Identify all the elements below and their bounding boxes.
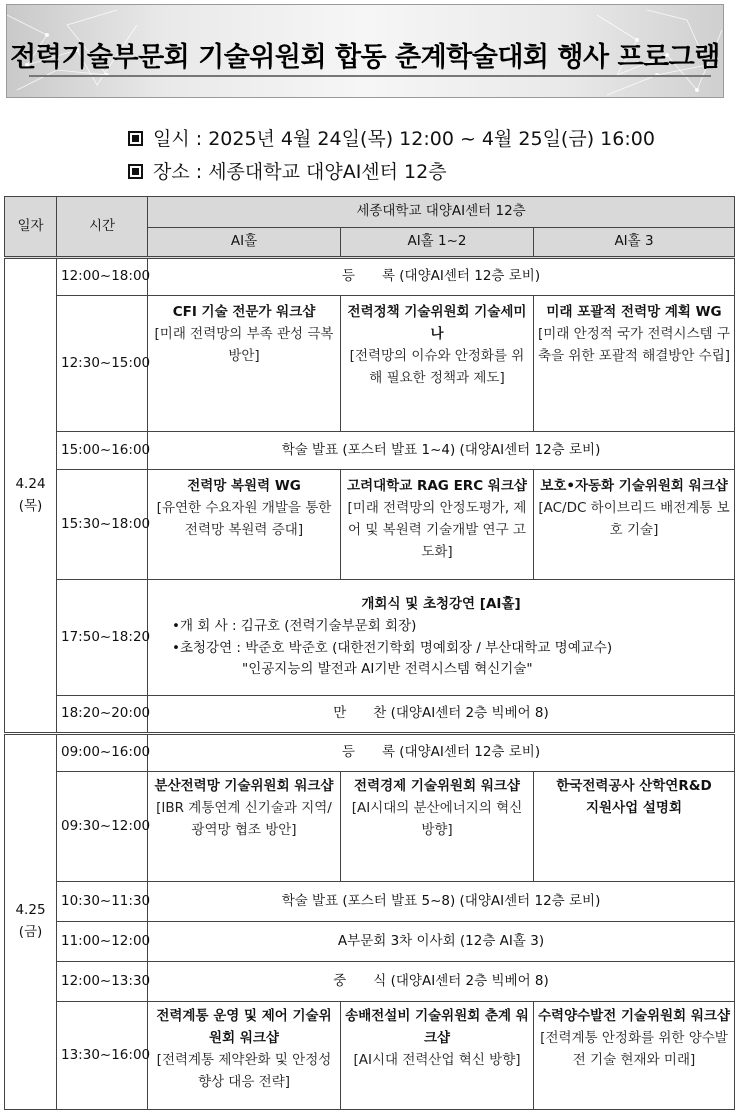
session-detail: [유연한 수요자원 개발을 통한 전력망 복원력 증대] [156,499,332,538]
session-cell [148,1002,341,1110]
event-date [128,124,655,151]
session-cell [341,1002,534,1110]
day1-date-cell [5,258,57,734]
session-title: 전력계통 운영 및 제어 기술위원회 워크샵 [156,1008,332,1046]
session-detail: [미래 전력망의 안정도평가, 제어 및 복원력 기술개발 연구 고도화] [347,499,527,560]
time-cell: 15:30~18:00 [57,470,148,580]
session-cell [148,772,341,882]
time-cell: 09:30~12:00 [57,772,148,882]
session-cell [534,470,735,580]
session-title: 한국전력공사 산학연R&D 지원사업 설명회 [556,778,712,816]
session-detail: [AI시대의 분산에너지의 혁신 방향] [351,799,523,838]
time-cell: 12:00~13:30 [57,962,148,1002]
keynote-speaker: •초청강연 : 박준호 박준호 (대한전기학회 명예회장 / 부산대학교 명예교수) [172,639,613,656]
header-venue: 세종대학교 대양AI센터 12층 [148,197,735,228]
time-cell: 11:00~12:00 [57,922,148,962]
day2-date: 4.25 [15,902,46,919]
session-title: 전력경제 기술위원회 워크샵 [354,778,520,794]
session-detail: [전력계통 안정화를 위한 양수발전 기술 현재와 미래] [540,1029,728,1068]
header-hall-3: AI홀 3 [534,228,735,258]
session-title: 분산전력망 기술위원회 워크샵 [154,778,334,794]
session-title: CFI 기술 전문가 워크샵 [172,304,316,320]
session-title: 고려대학교 RAG ERC 워크샵 [347,478,527,494]
day1-weekday: (목) [18,497,43,514]
table-row [5,922,735,962]
board-meeting-cell: A부문회 3차 이사회 (12층 AI홀 3) [148,922,735,962]
title-banner [6,4,724,98]
session-detail: [미래 전력망의 부족 관성 극복 방안] [154,325,334,364]
day1-date: 4.24 [15,475,46,492]
session-title: 수력양수발전 기술위원회 워크샵 [538,1008,730,1024]
header-hall-2: AI홀 1~2 [341,228,534,258]
session-title: 보호•자동화 기술위원회 워크샵 [540,478,728,494]
time-cell: 10:30~11:30 [57,882,148,922]
square-bullet-icon [128,164,143,179]
registration-cell: 등 록 (대양AI센터 12층 로비) [148,734,735,772]
time-cell: 17:50~18:20 [57,580,148,696]
schedule-table [4,196,735,1110]
time-cell: 15:00~16:00 [57,432,148,470]
header-time: 시간 [57,197,148,258]
time-cell: 13:30~16:00 [57,1002,148,1110]
header-hall-1: AI홀 [148,228,341,258]
time-cell: 12:30~15:00 [57,296,148,432]
session-cell [341,470,534,580]
table-row [5,432,735,470]
time-cell: 18:20~20:00 [57,696,148,734]
square-bullet-icon [128,131,143,146]
session-cell [534,772,735,882]
header-date: 일자 [5,197,57,258]
session-detail: [전력망의 이슈와 안정화를 위해 필요한 정책과 제도] [349,347,525,386]
time-cell: 12:00~18:00 [57,258,148,296]
session-title: 전력정책 기술위원회 기술세미나 [347,304,527,342]
session-detail: [IBR 계통연계 신기술과 지역/광역망 협조 방안] [156,799,332,838]
session-title: 송배전설비 기술위원회 춘계 워크샵 [345,1008,529,1046]
table-row [5,962,735,1002]
table-row [5,258,735,296]
session-title: 전력망 복원력 WG [187,478,301,494]
opening-details [152,616,730,682]
opening-speech: •개 회 사 : 김규호 (전력기술부문회 회장) [172,617,417,634]
lunch-cell: 중 식 (대양AI센터 2층 빅베어 8) [148,962,735,1002]
table-row [5,882,735,922]
time-cell: 09:00~16:00 [57,734,148,772]
event-date-text: 일시 : 2025년 4월 24일(목) 12:00 ~ 4월 25일(금) 16:00 [153,128,655,150]
event-place-text: 장소 : 세종대학교 대양AI센터 12층 [153,161,447,183]
table-row [5,1002,735,1110]
day2-weekday: (금) [18,924,43,940]
session-cell [534,296,735,432]
event-place [128,157,447,184]
session-cell [341,772,534,882]
session-detail: [AC/DC 하이브리드 배전계통 보호 기술] [538,499,730,538]
session-detail: [전력계통 제약완화 및 안정성 향상 대응 전략] [156,1051,332,1090]
page-title: 전력기술부문회 기술위원회 합동 춘계학술대회 행사 프로그램 [10,42,720,73]
registration-cell: 등 록 (대양AI센터 12층 로비) [148,258,735,296]
day2-date-cell [5,734,57,1110]
table-row [5,772,735,882]
poster-cell: 학술 발표 (포스터 발표 1~4) (대양AI센터 12층 로비) [148,432,735,470]
session-detail: [AI시대 전력산업 혁신 방향] [353,1051,521,1068]
poster-cell: 학술 발표 (포스터 발표 5~8) (대양AI센터 12층 로비) [148,882,735,922]
table-row [5,580,735,696]
title-underline [29,75,711,77]
table-row [5,470,735,580]
session-detail: [미래 안정적 국가 전력시스템 구축을 위한 포괄적 해결방안 수립] [538,325,730,364]
session-cell [341,296,534,432]
table-row [5,734,735,772]
opening-cell [148,580,735,696]
session-cell [534,1002,735,1110]
table-row [5,296,735,432]
opening-title: 개회식 및 초청강연 [AI홀] [361,595,521,612]
session-title: 미래 포괄적 전력망 계획 WG [546,304,722,320]
table-row [5,696,735,734]
session-cell [148,296,341,432]
session-cell [148,470,341,580]
keynote-topic: "인공지능의 발전과 AI기반 전력시스템 혁신기술" [242,661,533,678]
dinner-cell: 만 찬 (대양AI센터 2층 빅베어 8) [148,696,735,734]
